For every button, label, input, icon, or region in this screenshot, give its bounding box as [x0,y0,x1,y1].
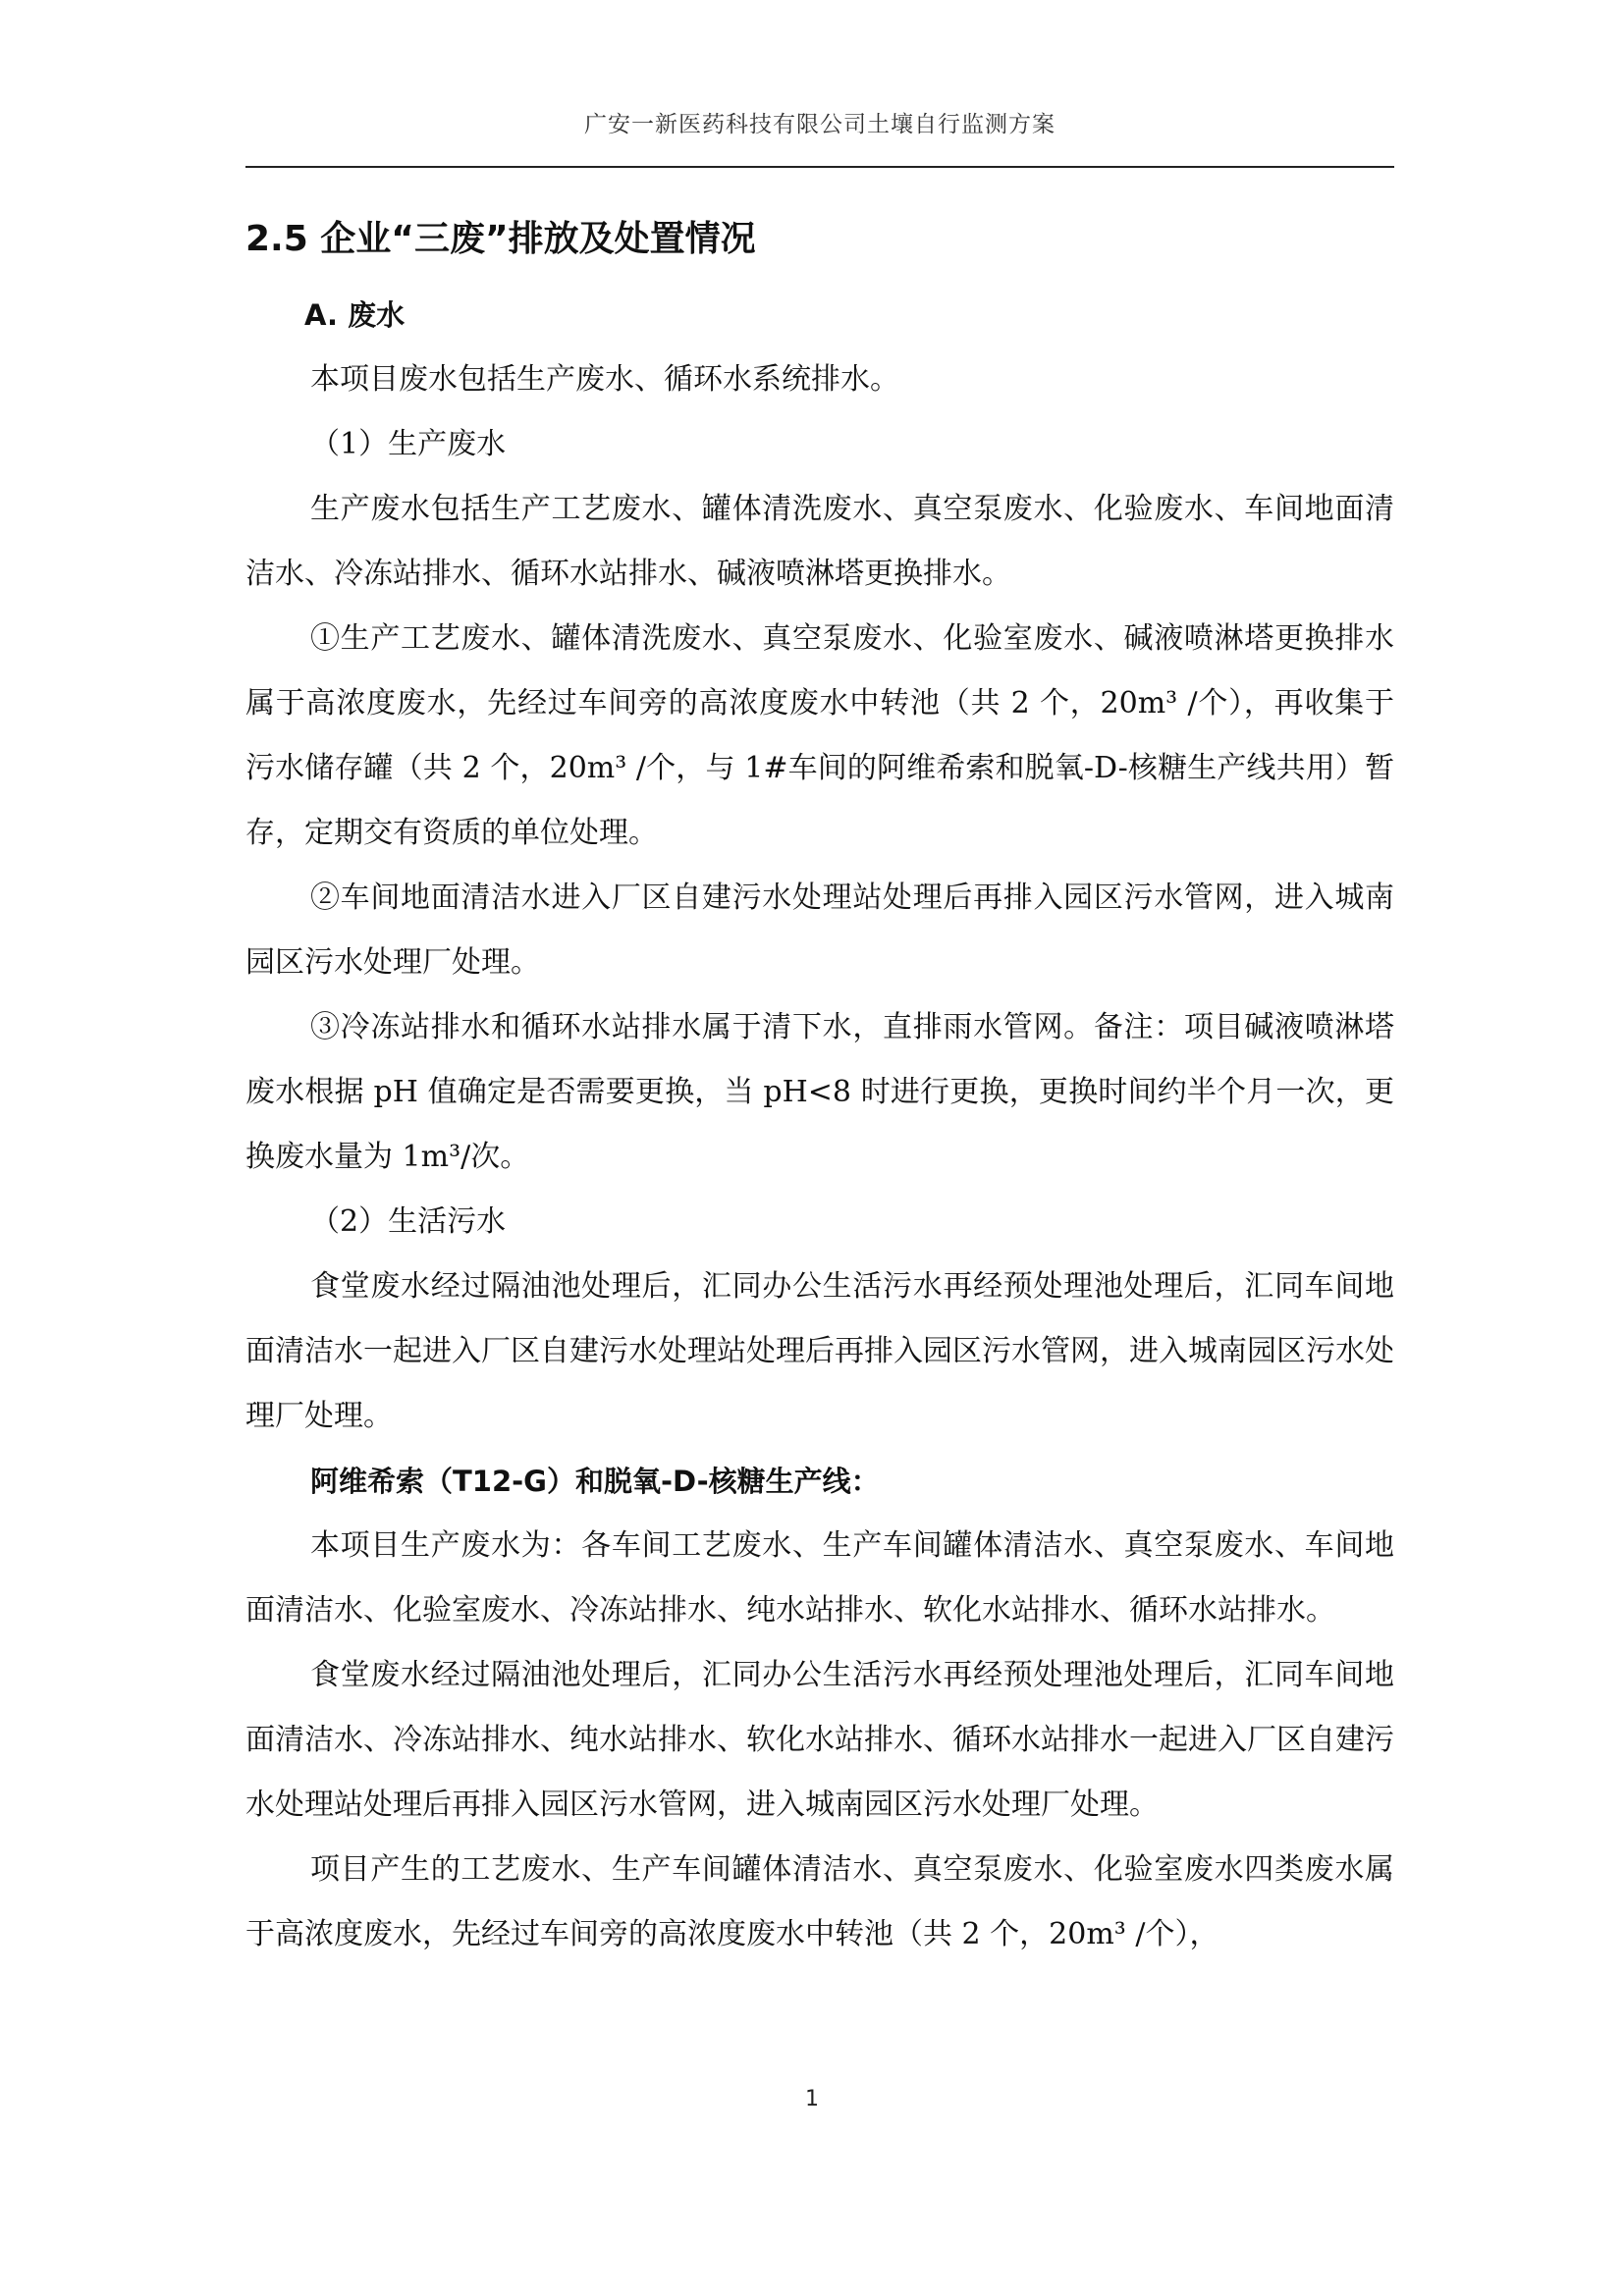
paragraph-line-2: 食堂废水经过隔油池处理后，汇同办公生活污水再经预处理池处理后，汇同车间地面清洁水、冷冻站排水、纯水站排水、软化水站排水、循环水站排水一起进入厂区自建污水处理站处理后再排入园区污水管网，进入城南园区污水处理厂处理。 [245,1658,1394,1822]
paragraph-item-1: ①生产工艺废水、罐体清洗废水、真空泵废水、化验室废水、碱液喷淋塔更换排水属于高浓度废水，先经过车间旁的高浓度废水中转池（共 2 个，20m³ /个），再收集于污水储存罐（共 2 个，20m³ /个，与 1#车间的阿维希索和脱氧-D-核糖生产线共用）暂存，定期交有资质的单位处理。 [245,621,1394,850]
paragraph-intro: 本项目废水包括生产废水、循环水系统排水。 [310,362,899,397]
subheading-domestic-sewage: （2）生活污水 [310,1204,507,1239]
running-header: 广安一新医药科技有限公司土壤自行监测方案 [584,112,1056,137]
page-number: 1 [805,2087,819,2111]
paragraph-item-3: ③冷冻站排水和循环水站排水属于清下水，直排雨水管网。备注：项目碱液喷淋塔废水根据 pH 值确定是否需要更换，当 pH<8 时进行更换，更换时间约半个月一次，更换废水量为 1m³/次。 [245,1010,1394,1174]
paragraph-production-wastewater: 生产废水包括生产工艺废水、罐体清洗废水、真空泵废水、化验废水、车间地面清洁水、冷冻站排水、循环水站排水、碱液喷淋塔更换排水。 [245,492,1394,591]
paragraph-item-2: ②车间地面清洁水进入厂区自建污水处理站处理后再排入园区污水管网，进入城南园区污水处理厂处理。 [245,881,1394,980]
subsection-heading-wastewater: A. 废水 [304,298,406,332]
paragraph-line-1: 本项目生产废水为：各车间工艺废水、生产车间罐体清洁水、真空泵废水、车间地面清洁水、化验室废水、冷冻站排水、纯水站排水、软化水站排水、循环水站排水。 [245,1528,1394,1628]
header-rule [245,166,1394,168]
paragraph-line-3: 项目产生的工艺废水、生产车间罐体清洁水、真空泵废水、化验室废水四类废水属于高浓度废水，先经过车间旁的高浓度废水中转池（共 2 个，20m³ /个）， [245,1852,1394,1951]
subheading-production-wastewater: （1）生产废水 [310,427,507,461]
bold-heading-production-line: 阿维希索（T12-G）和脱氧-D-核糖生产线： [310,1465,880,1498]
paragraph-domestic-sewage: 食堂废水经过隔油池处理后，汇同办公生活污水再经预处理池处理后，汇同车间地面清洁水一起进入厂区自建污水处理站处理后再排入园区污水管网，进入城南园区污水处理厂处理。 [245,1269,1394,1433]
section-heading: 2.5 企业“三废”排放及处置情况 [245,219,756,259]
page-body [245,210,1394,1967]
